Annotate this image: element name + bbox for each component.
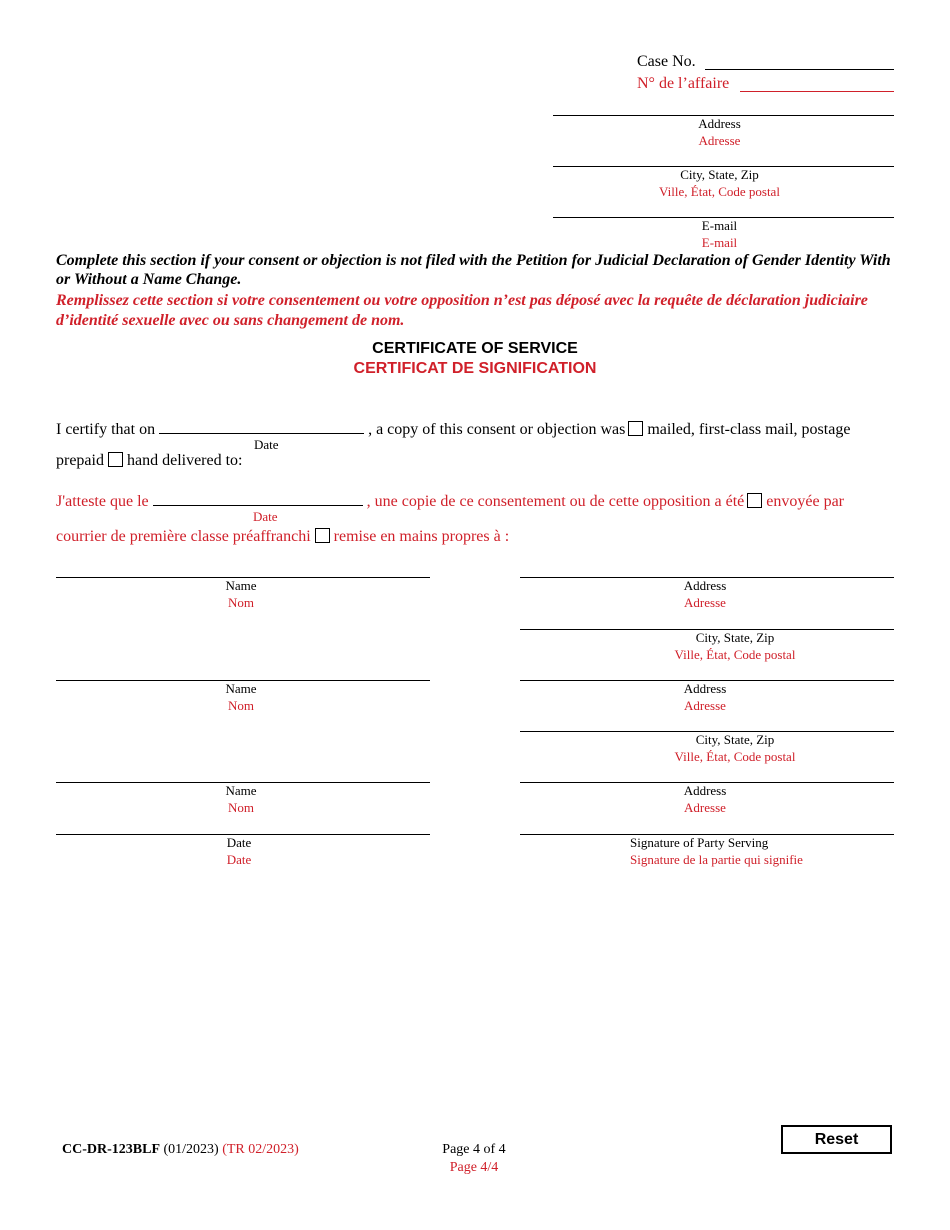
remise-checkbox[interactable] bbox=[315, 528, 330, 543]
recipient1-city-caption: City, State, Zip Ville, État, Code postal bbox=[674, 630, 796, 662]
cert-fr-courrier: courrier de première classe préaffranchi bbox=[56, 528, 311, 545]
recipient3-name-caption: Name Nom bbox=[225, 783, 257, 815]
case-no-field-fr bbox=[740, 91, 894, 92]
cert-fr-line1 bbox=[56, 490, 844, 512]
recipient3-address-caption: Address Adresse bbox=[683, 783, 727, 815]
cert-en-date-caption: Date bbox=[254, 437, 279, 452]
cert-en-line1 bbox=[56, 418, 850, 440]
cert-en-prepaid: prepaid bbox=[56, 452, 104, 469]
recipient2-address-caption: Address Adresse bbox=[683, 681, 727, 713]
cert-fr-copy-text: , une copie de ce consentement ou de cette opposition a été bbox=[366, 493, 745, 510]
cert-fr-intro: J'atteste que le bbox=[56, 493, 149, 510]
recipient1-address-caption: Address Adresse bbox=[683, 578, 727, 610]
instructions-fr: Remplissez cette section si votre consentement ou votre opposition n’est pas déposé avec la requête de déclaration judiciaire d’identité sexuelle avec ou sans changement de nom. bbox=[56, 292, 868, 329]
hand-delivered-checkbox[interactable] bbox=[108, 452, 123, 467]
reset-button[interactable]: Reset bbox=[781, 1125, 892, 1154]
case-no-label-fr: N° de l’affaire bbox=[637, 75, 730, 92]
remise-option-label: remise en mains propres à : bbox=[333, 528, 510, 545]
signature-caption: Signature of Party Serving Signature de la partie qui signifie bbox=[630, 835, 803, 867]
cert-fr-line2 bbox=[56, 527, 509, 547]
cert-fr-date-field bbox=[153, 490, 363, 506]
recipient1-name-caption: Name Nom bbox=[225, 578, 257, 610]
recipient2-city-caption: City, State, Zip Ville, État, Code postal bbox=[674, 732, 796, 764]
header-address-caption: Address Adresse bbox=[698, 116, 741, 148]
certificate-title: CERTIFICATE OF SERVICE bbox=[372, 340, 578, 357]
envoyee-option-label: envoyée par bbox=[766, 493, 844, 510]
cert-en-intro: I certify that on bbox=[56, 421, 156, 438]
hand-delivered-label: hand delivered to: bbox=[126, 452, 243, 469]
service-date-caption: Date Date bbox=[226, 835, 252, 867]
cert-en-date-field[interactable] bbox=[159, 418, 364, 434]
certificate-title-fr: CERTIFICAT DE SIGNIFICATION bbox=[353, 360, 597, 377]
instructions-en: Complete this section if your consent or objection is not filed with the Petition for Judicial Declaration of Gender Identity With or Without a Name Change. bbox=[56, 252, 891, 288]
case-no-field[interactable] bbox=[705, 69, 894, 70]
form-id: CC-DR-123BLF (01/2023) (TR 02/2023) bbox=[62, 1142, 299, 1157]
cert-en-line2 bbox=[56, 451, 243, 471]
header-city-caption: City, State, Zip Ville, État, Code postal bbox=[659, 167, 780, 199]
envoyee-checkbox[interactable] bbox=[747, 493, 762, 508]
recipient2-name-caption: Name Nom bbox=[225, 681, 257, 713]
cert-fr-date-caption: Date bbox=[253, 509, 278, 524]
case-no-label: Case No. bbox=[637, 53, 696, 70]
header-email-caption: E-mail E-mail bbox=[701, 218, 738, 250]
page-number: Page 4 of 4 Page 4/4 bbox=[442, 1142, 506, 1175]
cert-en-copy-text: , a copy of this consent or objection was bbox=[368, 421, 626, 438]
mailed-checkbox[interactable] bbox=[628, 421, 643, 436]
mailed-option-label: mailed, first-class mail, postage bbox=[647, 421, 851, 438]
